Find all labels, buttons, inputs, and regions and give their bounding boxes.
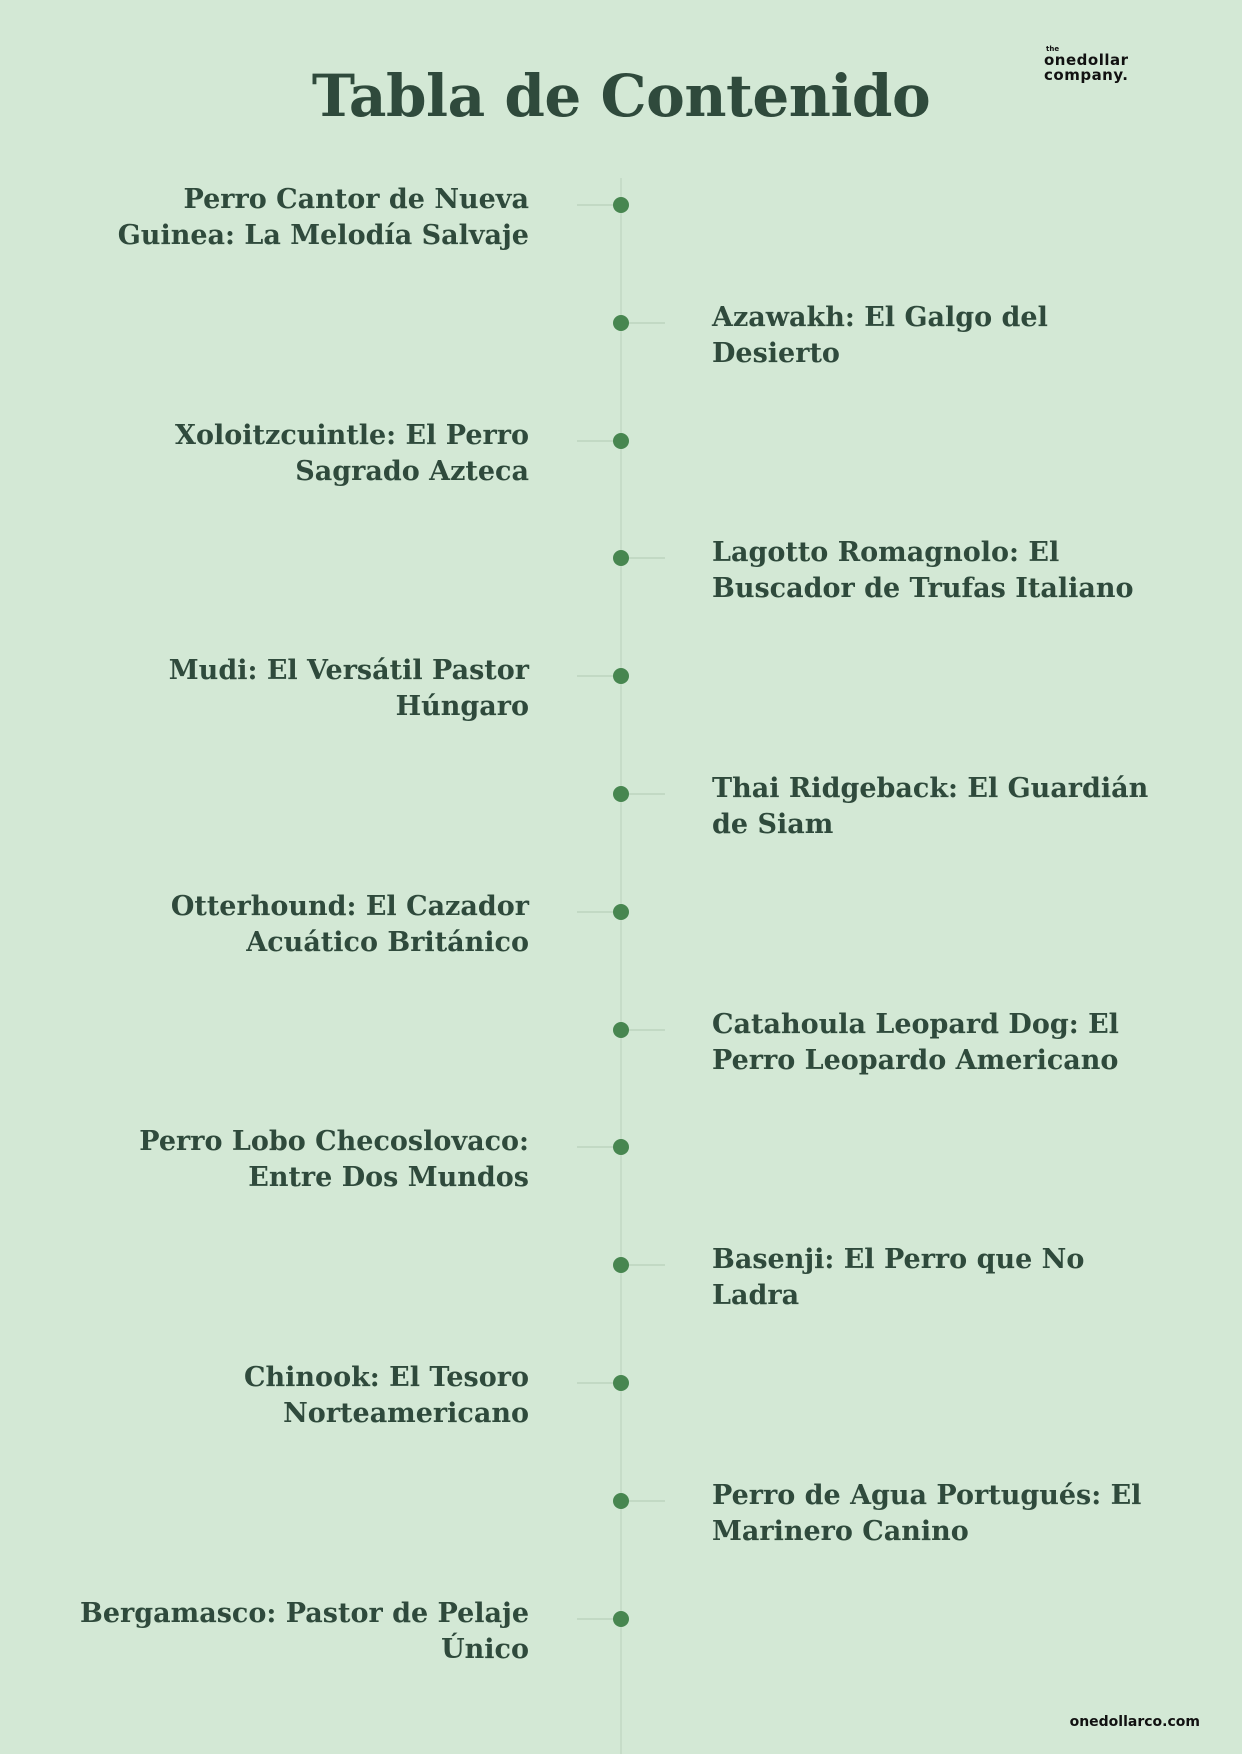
toc-entry[interactable] bbox=[0, 1126, 1242, 1219]
toc-entry-label[interactable]: Catahoula Leopard Dog: El Perro Leopardo Americano bbox=[712, 1009, 1119, 1076]
timeline-dot-icon bbox=[613, 786, 629, 802]
footer-url[interactable]: onedollarco.com bbox=[1069, 1714, 1200, 1730]
toc-entry[interactable] bbox=[0, 1009, 1242, 1102]
toc-entry-label[interactable]: Perro de Agua Portugués: El Marinero Canino bbox=[712, 1480, 1142, 1547]
timeline-dot-icon bbox=[613, 1022, 629, 1038]
timeline-dot-icon bbox=[613, 433, 629, 449]
toc-entry-label[interactable]: Otterhound: El Cazador Acuático Británico bbox=[170, 891, 529, 958]
timeline-dot-icon bbox=[613, 668, 629, 684]
logo-word-the: the bbox=[1046, 45, 1060, 53]
toc-entry-label[interactable]: Chinook: El Tesoro Norteamericano bbox=[244, 1362, 529, 1429]
toc-entry-label[interactable]: Azawakh: El Galgo del Desierto bbox=[712, 302, 1048, 369]
timeline-dot-icon bbox=[613, 1611, 629, 1627]
timeline-dot-icon bbox=[613, 1375, 629, 1391]
timeline-dot-icon bbox=[613, 1493, 629, 1509]
toc-entry-label[interactable]: Thai Ridgeback: El Guardián de Siam bbox=[712, 773, 1149, 840]
toc-entry-label[interactable]: Basenji: El Perro que No Ladra bbox=[712, 1244, 1085, 1311]
toc-entry-label[interactable]: Perro Lobo Checoslovaco: Entre Dos Mundos bbox=[139, 1126, 529, 1193]
toc-entry[interactable] bbox=[0, 1598, 1242, 1691]
toc-entry[interactable] bbox=[0, 1480, 1242, 1573]
toc-entry-label[interactable]: Lagotto Romagnolo: El Buscador de Trufas Italiano bbox=[712, 537, 1134, 604]
toc-entry[interactable] bbox=[0, 655, 1242, 748]
toc-entry-label[interactable]: Mudi: El Versátil Pastor Húngaro bbox=[168, 655, 529, 722]
timeline-dot-icon bbox=[613, 904, 629, 920]
toc-entry[interactable] bbox=[0, 537, 1242, 630]
timeline-dot-icon bbox=[613, 197, 629, 213]
toc-entry[interactable] bbox=[0, 773, 1242, 866]
toc-entry[interactable] bbox=[0, 420, 1242, 513]
toc-entry[interactable] bbox=[0, 891, 1242, 984]
toc-entry-label[interactable]: Perro Cantor de Nueva Guinea: La Melodía Salvaje bbox=[117, 184, 529, 251]
toc-entry[interactable] bbox=[0, 1244, 1242, 1337]
page-title: Tabla de Contenido bbox=[311, 62, 931, 130]
toc-entry[interactable] bbox=[0, 302, 1242, 395]
toc-entry[interactable] bbox=[0, 1362, 1242, 1455]
toc-entry-label[interactable]: Xoloitzcuintle: El Perro Sagrado Azteca bbox=[175, 420, 529, 487]
toc-entry-label[interactable]: Bergamasco: Pastor de Pelaje Único bbox=[80, 1598, 529, 1665]
timeline-dot-icon bbox=[613, 550, 629, 566]
timeline-dot-icon bbox=[613, 1139, 629, 1155]
timeline-dot-icon bbox=[613, 1257, 629, 1273]
timeline-dot-icon bbox=[613, 315, 629, 331]
toc-entry[interactable] bbox=[0, 184, 1242, 277]
logo-word-onedollar: onedollar bbox=[1044, 51, 1129, 69]
logo-word-company: company. bbox=[1044, 66, 1129, 84]
